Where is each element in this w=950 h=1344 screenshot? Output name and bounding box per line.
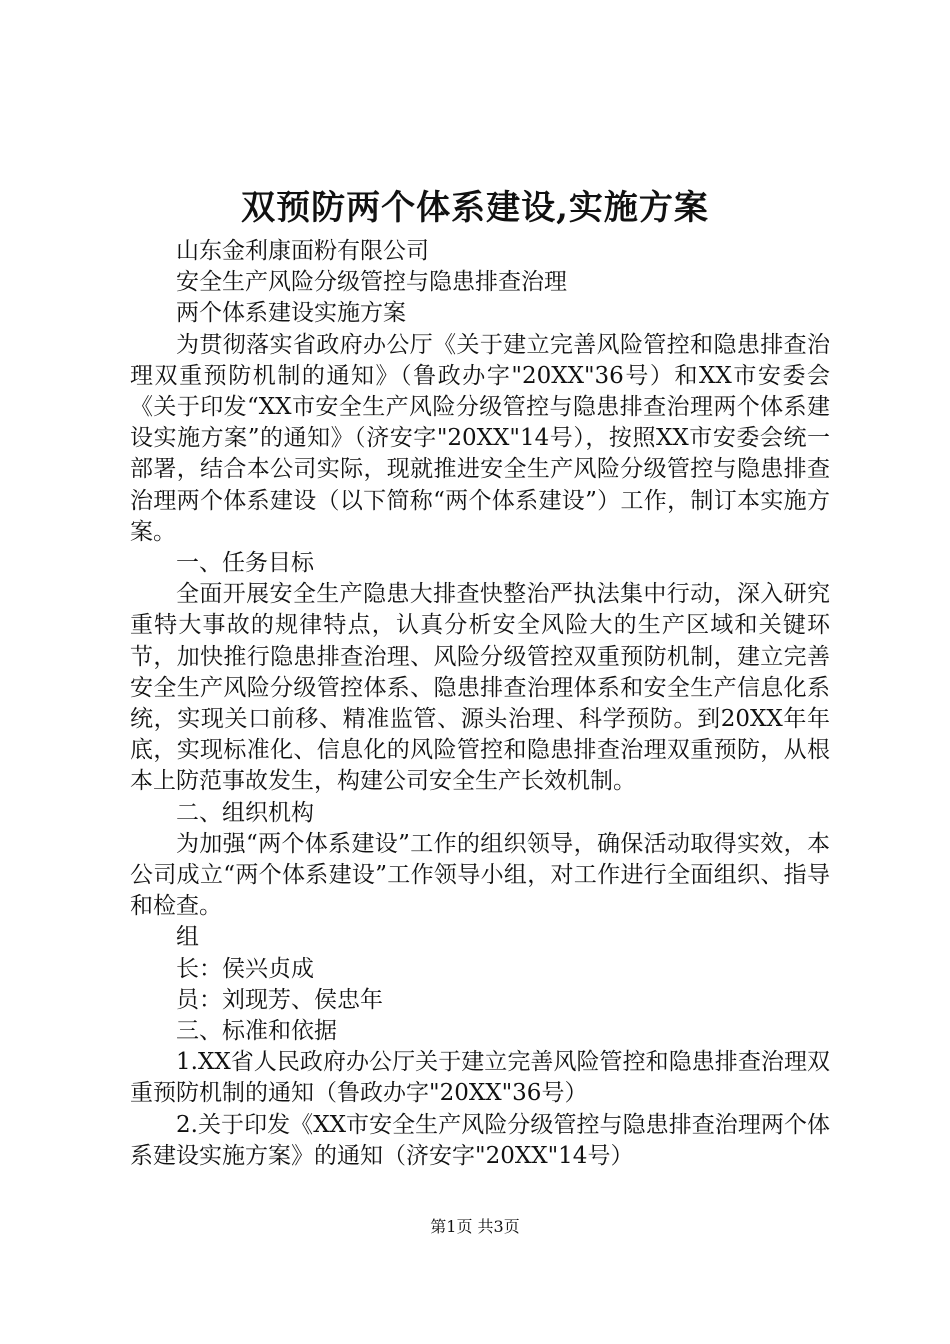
section-heading-standards: 三、标准和依据 — [176, 1018, 337, 1045]
group-members: 员：刘现芳、侯忠年 — [176, 986, 383, 1013]
subtitle-line-1: 安全生产风险分级管控与隐患排查治理 — [176, 269, 567, 296]
document-title: 双预防两个体系建设,实施方案 — [241, 188, 709, 228]
standard-item-2: 2.关于印发《XX市安全生产风险分级管控与隐患排查治理两个体系建设实施方案》的通知（济安字"20XX"14号） — [130, 1111, 830, 1169]
group-label: 组 — [176, 924, 199, 951]
document-body — [130, 236, 830, 1172]
page-number: 第1页 共3页 — [430, 1217, 520, 1236]
group-leader: 长：侯兴贞成 — [176, 955, 314, 982]
section-heading-goals: 一、任务目标 — [176, 550, 314, 577]
subtitle-line-2: 两个体系建设实施方案 — [176, 300, 406, 327]
standard-item-1: 1.XX省人民政府办公厅关于建立完善风险管控和隐患排查治理双重预防机制的通知（鲁政办字"20XX"36号） — [130, 1049, 830, 1107]
intro-paragraph: 为贯彻落实省政府办公厅《关于建立完善风险管控和隐患排查治理双重预防机制的通知》（鲁政办字"20XX"36号）和XX市安委会《关于印发“XX市安全生产风险分级管控与隐患排查治理两个体系建设实施方案”的通知》（济安字"20XX"14号），按照XX市安委会统一部署，结合本公司实际，现就推进安全生产风险分级管控与隐患排查治理两个体系建设（以下简称“两个体系建设”）工作，制订本实施方案。 — [130, 331, 830, 545]
goals-paragraph: 全面开展安全生产隐患大排查快整治严执法集中行动，深入研究重特大事故的规律特点，认真分析安全风险大的生产区域和关键环节，加快推行隐患排查治理、风险分级管控双重预防机制，建立完善安全生产风险分级管控体系、隐患排查治理体系和安全生产信息化系统，实现关口前移、精准监管、源头治理、科学预防。到20XX年年底，实现标准化、信息化的风险管控和隐患排查治理双重预防，从根本上防范事故发生，构建公司安全生产长效机制。 — [130, 581, 830, 795]
section-heading-organization: 二、组织机构 — [176, 799, 314, 826]
organization-paragraph: 为加强“两个体系建设”工作的组织领导，确保活动取得实效，本公司成立“两个体系建设”工作领导小组，对工作进行全面组织、指导和检查。 — [130, 830, 830, 920]
company-name: 山东金利康面粉有限公司 — [176, 238, 429, 264]
